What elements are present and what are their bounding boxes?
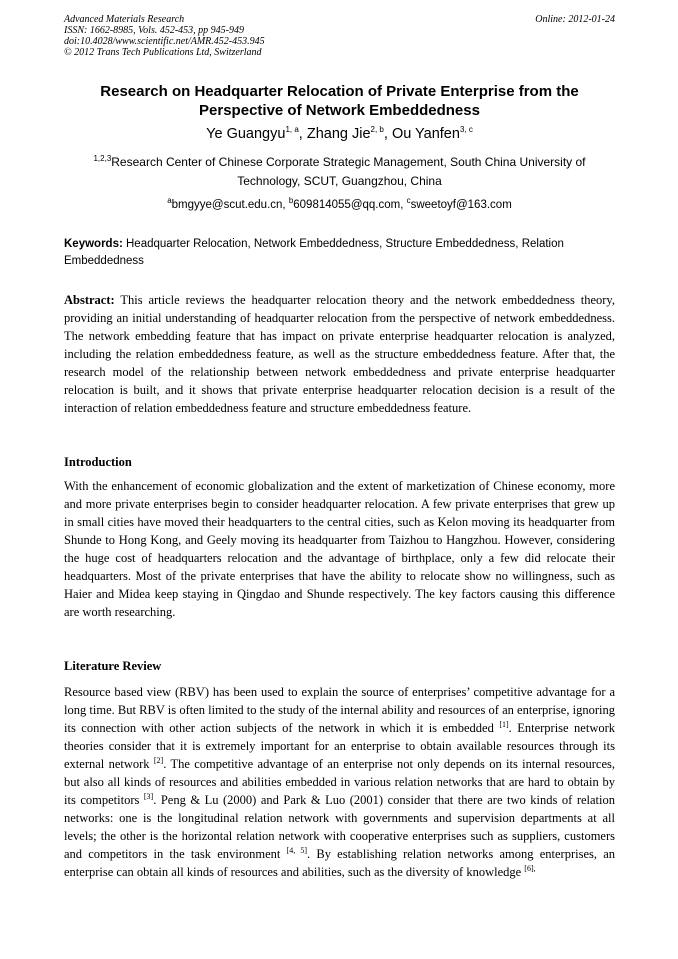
email-superscript: b	[288, 196, 294, 206]
email-address: bmgyye@scut.edu.cn	[171, 199, 283, 211]
abstract-label: Abstract:	[64, 293, 115, 307]
section-heading-introduction: Introduction	[64, 455, 132, 469]
copyright-line: © 2012 Trans Tech Publications Ltd, Switzerland	[64, 47, 262, 58]
email-superscript: c	[406, 196, 411, 206]
abstract	[64, 291, 615, 417]
author-name: Zhang Jie	[306, 126, 371, 142]
email-address: sweetoyf@163.com	[410, 199, 512, 211]
online-date: Online: 2012-01-24	[535, 14, 615, 25]
citation-reference: [6],	[524, 863, 536, 873]
journal-name: Advanced Materials Research	[64, 14, 185, 25]
citation-reference: [1]	[499, 719, 509, 729]
email-list: $^a$bmgyye@scut.edu.cn, $^b$609814055@qq.com, $^c$sweetoyf@163.com	[167, 196, 512, 211]
doi-line: doi:10.4028/www.scientific.net/AMR.452-453.945	[64, 36, 265, 47]
author-superscript: 3, c	[459, 125, 473, 135]
paper-title	[64, 82, 615, 120]
affiliation	[74, 153, 605, 191]
paragraph-text: . Peng & Lu (2000) and Park & Luo (2001) consider that there are two kinds of relation networks: one is the longitudinal relation network with governments and supervision departments at all levels; the other is the horizontal relation network with cooperative enterprises such as suppliers, customers and competitors in the task environment	[64, 793, 615, 861]
section-heading-literature-review: Literature Review	[64, 659, 162, 673]
keywords-label: Keywords:	[64, 238, 123, 250]
title-line-2: Perspective of Network Embeddedness	[199, 102, 480, 119]
citation-reference: [3]	[143, 791, 154, 801]
citation-reference: [2]	[153, 755, 164, 765]
author-list: Ye Guangyu$^{1, a}$, Zhang Jie$^{2, b}$, Ou Yanfen$^{3, c}$	[206, 125, 473, 142]
literature-review-paragraph	[64, 683, 615, 881]
issn-line: ISSN: 1662-8985, Vols. 452-453, pp 945-949	[64, 25, 244, 36]
paragraph-text: Resource based view (RBV) has been used to explain the source of enterprises’ competitive advantage for a long time. But RBV is often limited to the study of the internal ability and resources of an enterprise, ignoring its connection with other action subjects of the network in which it is embedded	[64, 685, 615, 735]
email-address: 609814055@qq.com	[293, 199, 401, 211]
keywords-text: Headquarter Relocation, Network Embeddedness, Structure Embeddedness, Relation Embeddedness	[64, 238, 564, 267]
paragraph-text: . The competitive advantage of an enterprise not only depends on its internal resources, but also all kinds of resources and abilities embedded in various relation networks that are hard to obtain by its competitors	[64, 757, 616, 807]
author-superscript: 2, b	[370, 125, 384, 135]
paragraph-text: . Enterprise network theories consider that it is extremely important for an enterprise to obtain available resources through its external network	[64, 721, 616, 771]
abstract-text: This article reviews the headquarter relocation theory and the network embeddedness theory, providing an initial understanding of headquarter relocation from the perspective of network embeddedness. The network embedding feature that has impact on private enterprise headquarter relocation is analyzed, including the relation embeddedness feature, as well as the structure embeddedness feature. After that, the research model of the relationship between network embeddedness and private enterprise headquarter relocation is built, and it shows that private enterprise headquarter relocation decision is a result of the interaction of relation embeddedness feature and structure embeddedness feature.	[64, 293, 615, 415]
keywords	[64, 236, 615, 270]
author-name: Ou Yanfen	[391, 126, 460, 142]
author-superscript: 1, a	[285, 125, 299, 135]
email-superscript: a	[167, 196, 172, 206]
affiliation-superscript: 1,2,3	[93, 154, 112, 163]
paragraph-text: . By establishing relation networks among enterprises, an enterprise can obtain all kinds of resources and abilities, such as the diversity of knowledge	[64, 847, 615, 879]
journal-header	[64, 14, 615, 58]
citation-reference: [4, 5]	[286, 845, 308, 855]
title-line-1: Research on Headquarter Relocation of Private Enterprise from the	[100, 83, 579, 100]
author-name: Ye Guangyu	[206, 126, 286, 142]
affiliation-text: Research Center of Chinese Corporate Strategic Management, South China University of Technology, SCUT, Guangzhou, China	[111, 155, 586, 188]
introduction-paragraph: With the enhancement of economic globalization and the extent of marketization of Chinese economy, more and more private enterprises begin to consider headquarter relocation. A few private enterprises that grew up in small cities have moved their headquarters to the central cities, such as Kelon moving its headquarter from Shunde to Hong Kong, and Geely moving its headquarter from Taizhou to Hangzhou. However, considering the huge cost of headquarters relocation and the advantage of birthplace, only a few did relocate their headquarters. Most of the private enterprises that have the ability to relocate show no willingness, such as Haier and Midea keep staying in Qingdao and Shunde respectively. The key factors causing this difference are worth researching.	[64, 479, 615, 619]
